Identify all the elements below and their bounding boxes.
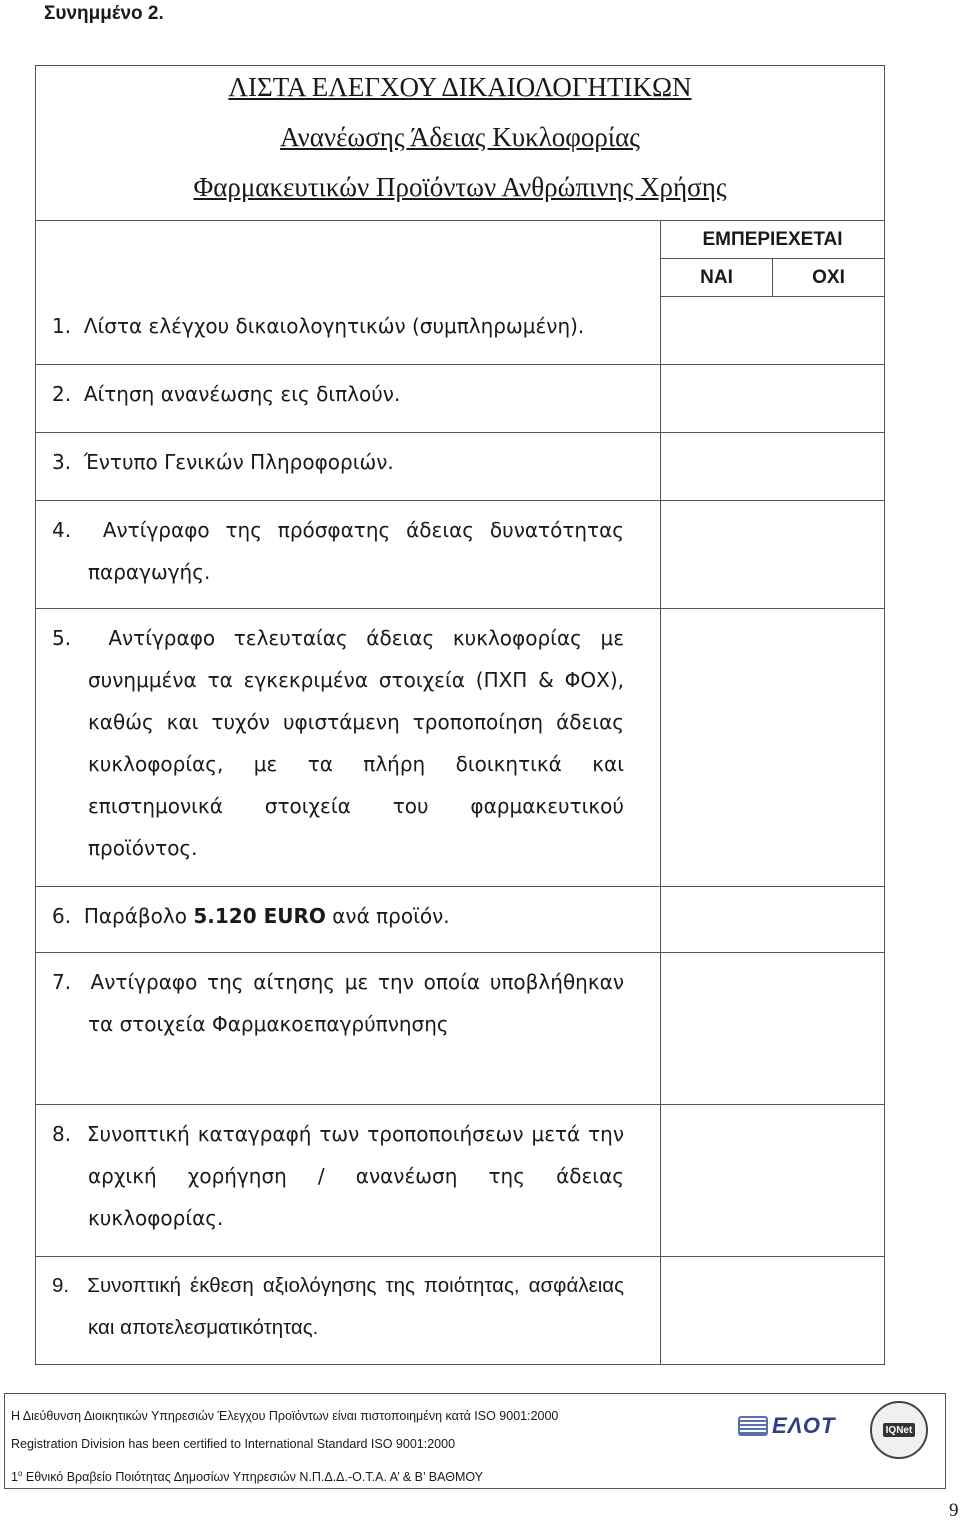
iqnet-certification-icon: IQNet — [870, 1401, 928, 1459]
list-item: 8. Συνοπτική καταγραφή των τροποποιήσεων μετά την αρχική χορήγηση / ανανέωση της άδειας κυκλοφορίας. — [52, 1122, 625, 1230]
item-cell-1 — [36, 221, 661, 365]
title-line-2: Ανανέωσης Άδειας Κυκλοφορίας — [280, 122, 640, 152]
checkbox-cell-6[interactable] — [661, 887, 885, 953]
footer-certification-english: Registration Division has been certified to International Standard ISO 9001:2000 — [11, 1437, 456, 1451]
page-number: 9 — [949, 1500, 959, 1521]
checkbox-cell-5[interactable] — [661, 609, 885, 887]
list-item: 9. Συνοπτική έκθεση αξιολόγησης της ποιότητας, ασφάλειας και αποτελεσματικότητας. — [52, 1274, 624, 1339]
title-cell — [36, 66, 885, 221]
item-cell-5 — [36, 609, 661, 887]
checkbox-cell-7[interactable] — [661, 953, 885, 1105]
list-item: 6. Παράβολο 5.120 EURO ανά προϊόν. — [52, 904, 450, 928]
title-line-1: ΛΙΣΤΑ ΕΛΕΓΧΟΥ ΔΙΚΑΙΟΛΟΓΗΤΙΚΩΝ — [228, 72, 692, 102]
column-header-contains: ΕΜΠΕΡΙΕΧΕΤΑΙ — [661, 221, 885, 259]
footer-certification-greek: Η Διεύθυνση Διοικητικών Υπηρεσιών Έλεγχου Προϊόντων είναι πιστοποιημένη κατά ISO 9001:2000 — [11, 1409, 559, 1423]
list-item: 3. Έντυπο Γενικών Πληροφοριών. — [52, 450, 394, 474]
column-header-yes: ΝΑΙ — [661, 259, 773, 297]
checkbox-cell-2[interactable] — [661, 365, 885, 433]
footer-quality-award: $1^o$ Εθνικό Βραβείο Ποιότητας Δημοσίων Υπηρεσιών Ν.Π.Δ.Δ.-Ο.Τ.Α. Α’ & Β’ ΒΑΘΜΟΥ — [11, 1469, 484, 1485]
item-cell-6 — [36, 887, 661, 953]
item-cell-4 — [36, 501, 661, 609]
attachment-label: Συνημμένο 2. — [44, 3, 164, 24]
item-cell-9 — [36, 1257, 661, 1365]
item-cell-7 — [36, 953, 661, 1105]
item-cell-2 — [36, 365, 661, 433]
checkbox-cell-1[interactable] — [661, 297, 885, 365]
checkbox-cell-3[interactable] — [661, 433, 885, 501]
elot-logo-icon: ΕΛΟΤ — [738, 1415, 843, 1437]
item-cell-8 — [36, 1105, 661, 1257]
checklist-table — [35, 65, 885, 1365]
list-item: 1. Λίστα ελέγχου δικαιολογητικών (συμπληρωμένη). — [52, 314, 585, 338]
column-header-no: ΟΧΙ — [773, 259, 885, 297]
checkbox-cell-4[interactable] — [661, 501, 885, 609]
checkbox-cell-8[interactable] — [661, 1105, 885, 1257]
certification-footer — [4, 1393, 946, 1489]
checkbox-cell-9[interactable] — [661, 1257, 885, 1365]
list-item: 5. Αντίγραφο τελευταίας άδειας κυκλοφορίας με συνημμένα τα εγκεκριμένα στοιχεία (ΠΧΠ & ΦΟΧ), καθώς και τυχόν υφιστάμενη τροποποίηση άδειας κυκλοφορίας, με τα πλήρη διοικητικά και επιστημονικά στοιχεία του φαρμακευτικού προϊόντος. — [52, 626, 625, 860]
item-cell-3 — [36, 433, 661, 501]
title-line-3: Φαρμακευτικών Προϊόντων Ανθρώπινης Χρήσης — [193, 172, 727, 202]
list-item: 7. Αντίγραφο της αίτησης με την οποία υποβλήθηκαν τα στοιχεία Φαρμακοεπαγρύπνησης — [52, 970, 624, 1036]
list-item: 2. Αίτηση ανανέωσης εις διπλούν. — [52, 382, 401, 406]
list-item: 4. Αντίγραφο της πρόσφατης άδειας δυνατότητας παραγωγής. — [52, 518, 625, 584]
